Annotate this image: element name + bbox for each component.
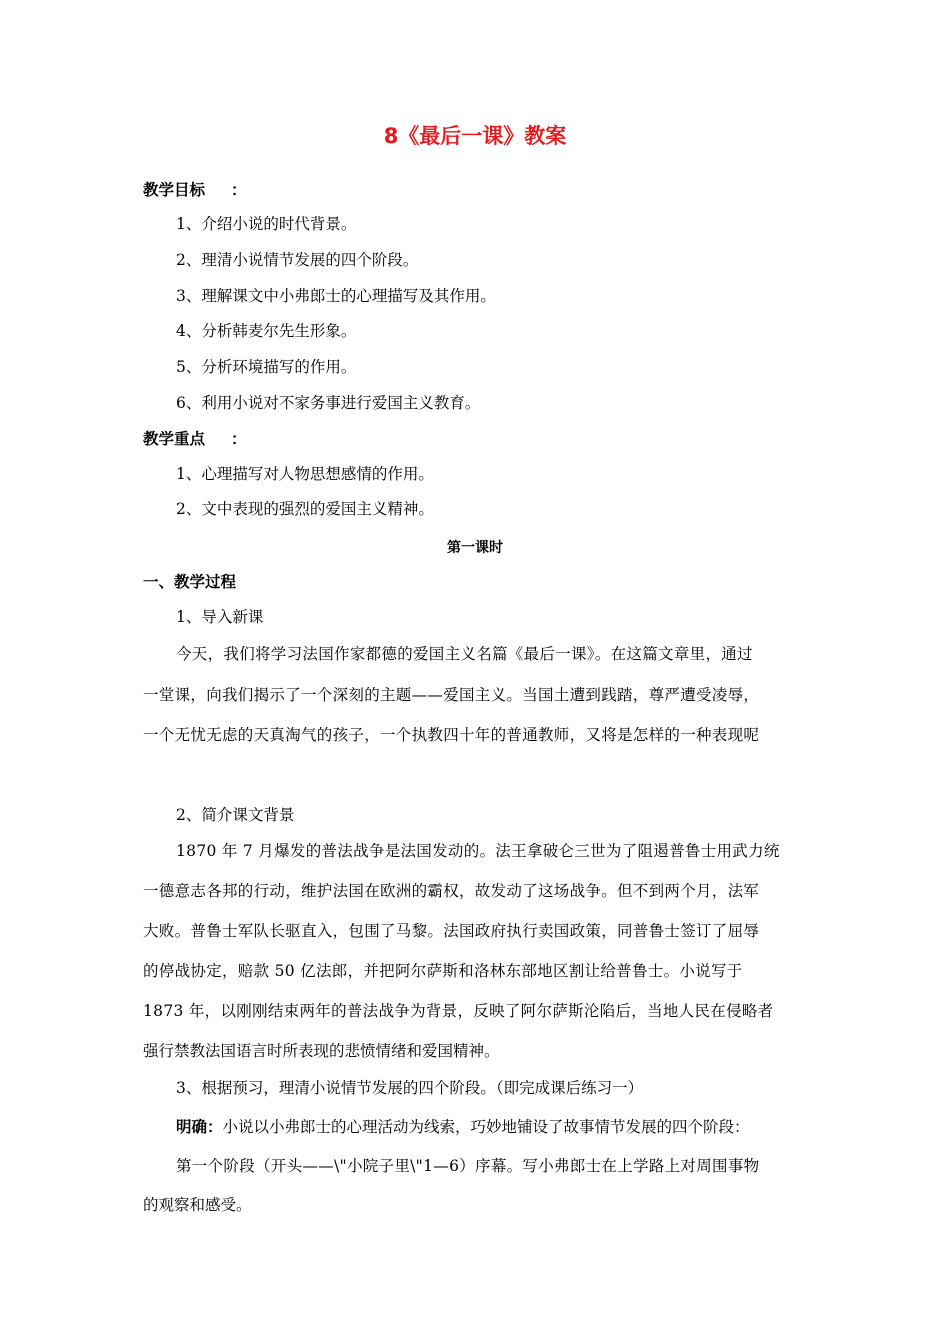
goals-item: 4、分析韩麦尔先生形象。: [176, 322, 357, 340]
stages-heading: 3、根据预习，理清小说情节发展的四个阶段。（即完成课后练习一）: [176, 1079, 644, 1097]
process-heading: 一、教学过程: [143, 573, 237, 591]
clarify-label: 明确：: [176, 1118, 223, 1136]
stage1-line: 第一个阶段（开头——\"小院子里\"1—6）序幕。写小弗郎士在上学路上对周围事物: [176, 1157, 760, 1175]
goals-item: 3、理解课文中小弗郎士的心理描写及其作用。: [176, 287, 496, 305]
background-paragraph-line: 一德意志各邦的行动，维护法国在欧洲的霸权，故发动了这场战争。但不到两个月，法军: [143, 882, 760, 900]
background-paragraph-line: 的停战协定，赔款 50 亿法郎，并把阿尔萨斯和洛林东部地区割让给普鲁士。小说写于: [143, 962, 743, 980]
intro-paragraph-line: 一个无忧无虑的天真淘气的孩子，一个执教四十年的普通教师，又将是怎样的一种表现呢: [143, 726, 760, 744]
keypoints-item: 2、文中表现的强烈的爱国主义精神。: [176, 500, 434, 518]
keypoints-heading: 教学重点 ：: [143, 430, 247, 448]
goals-heading: 教学目标 ：: [143, 181, 247, 199]
goals-item: 2、理清小说情节发展的四个阶段。: [176, 251, 419, 269]
intro-paragraph-line: 一堂课，向我们揭示了一个深刻的主题——爱国主义。当国土遭到践踏，尊严遭受凌辱，: [143, 686, 760, 704]
background-heading: 2、简介课文背景: [176, 806, 295, 824]
intro-paragraph-line: 今天，我们将学习法国作家都德的爱国主义名篇《最后一课》。在这篇文章里，通过: [176, 645, 753, 663]
keypoints-item: 1、心理描写对人物思想感情的作用。: [176, 465, 434, 483]
background-paragraph-line: 强行禁教法国语言时所表现的悲愤情绪和爱国精神。: [143, 1042, 500, 1060]
lesson-title: 第一课时: [447, 540, 503, 556]
background-paragraph-line: 1873 年，以刚刚结束两年的普法战争为背景，反映了阿尔萨斯沦陷后，当地人民在侵略者: [143, 1002, 774, 1020]
background-paragraph-line: 1870 年 7 月爆发的普法战争是法国发动的。法王拿破仑三世为了阻遏普鲁士用武力统: [176, 842, 780, 860]
goals-item: 1、介绍小说的时代背景。: [176, 215, 357, 233]
goals-item: 5、分析环境描写的作用。: [176, 358, 357, 376]
clarify-line: [176, 1116, 844, 1138]
stage1-line: 的观察和感受。: [143, 1196, 252, 1214]
goals-item: 6、利用小说对不家务事进行爱国主义教育。: [176, 394, 481, 412]
background-paragraph-line: 大败。普鲁士军队长驱直入，包围了马黎。法国政府执行卖国政策，同普鲁士签订了屈辱: [143, 922, 760, 940]
intro-heading: 1、导入新课: [176, 608, 264, 626]
document-title: 8《最后一课》教案: [383, 124, 567, 148]
clarify-text: 小说以小弗郎士的心理活动为线索，巧妙地铺设了故事情节发展的四个阶段：: [222, 1118, 750, 1136]
